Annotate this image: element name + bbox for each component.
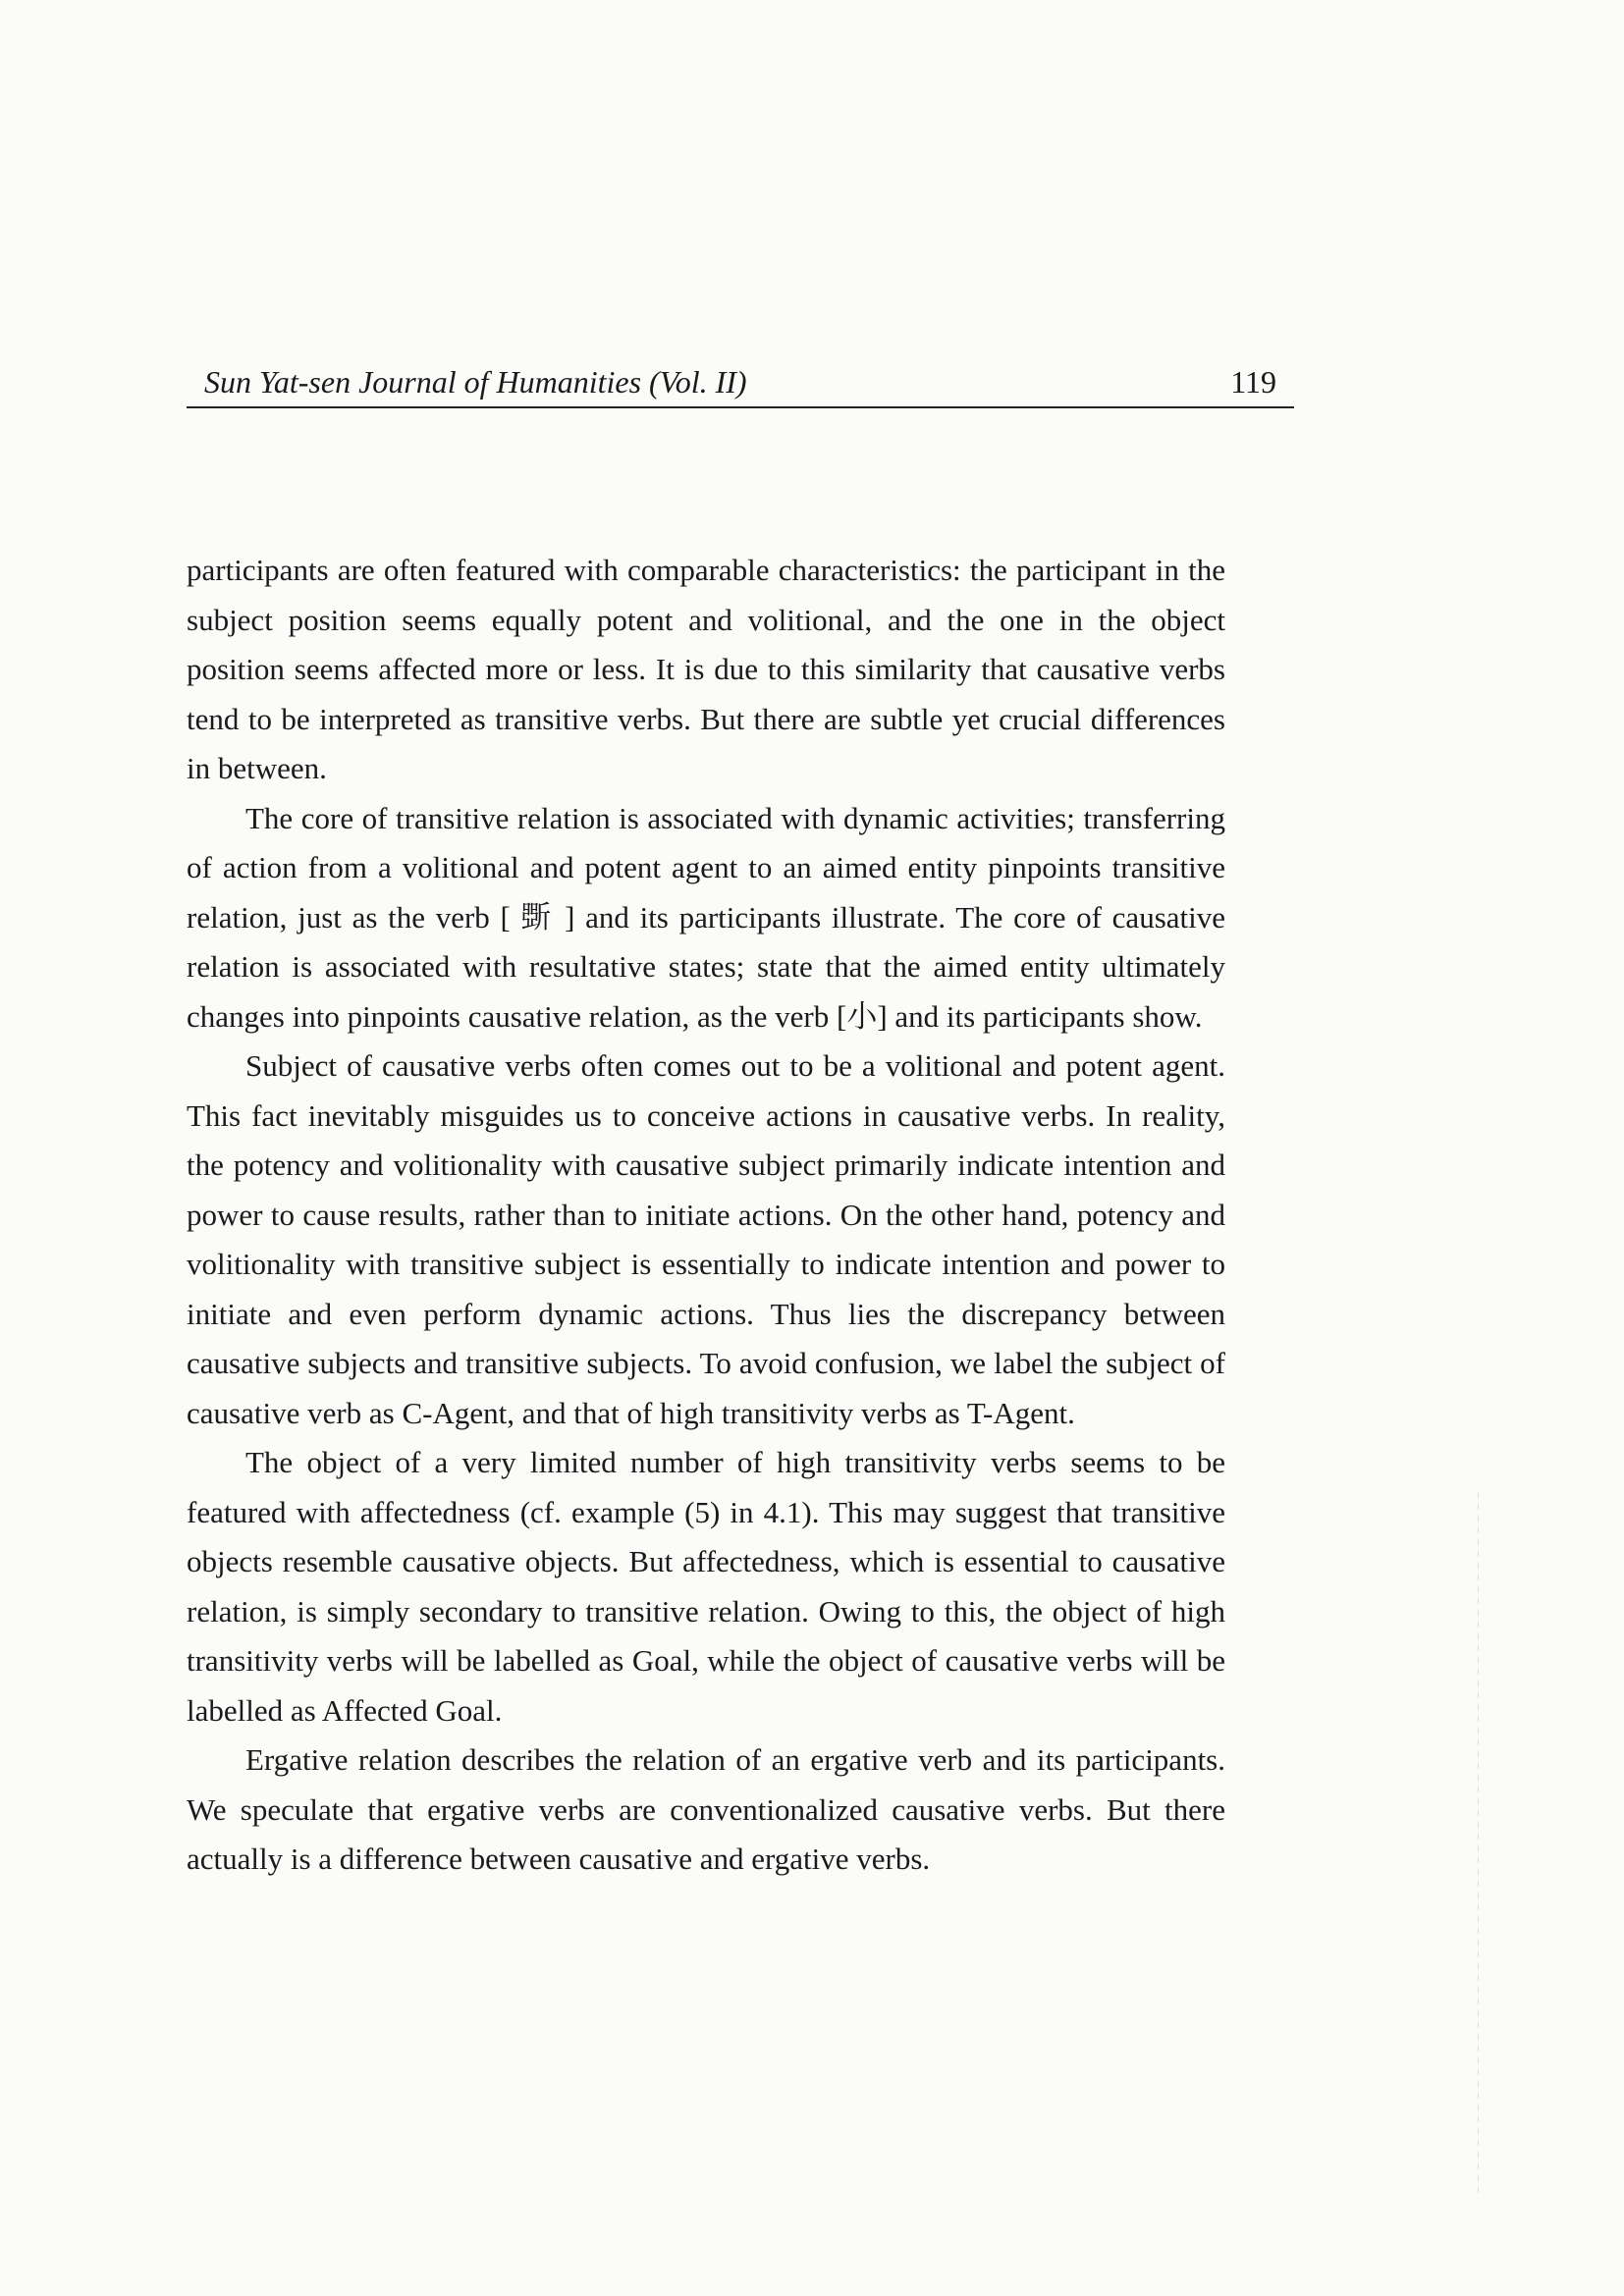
paragraph-2: The core of transitive relation is associated with dynamic activities; transferring of action from a volitional and potent agent to an aimed entity pinpoints transitive relation, just as the verb [ 斲 ] and its participants illustrate. The core of causative relation is associated with resultative states; state that the aimed entity ultimately changes into pinpoints causative relation, as the verb [小] and its participants show. [187,800,1225,1034]
page-number: 119 [1230,364,1276,400]
body-text [187,546,1225,1885]
journal-title: Sun Yat-sen Journal of Humanities (Vol. II) [204,364,747,400]
paragraph-5: Ergative relation describes the relation of an ergative verb and its participants. We speculate that ergative verbs are conventionalized causative verbs. But there actually is a difference between causative and ergative verbs. [187,1742,1225,1876]
running-header [187,361,1294,408]
scan-edge-mark [1478,1492,1479,2199]
paragraph-1: participants are often featured with comparable characteristics: the participant in the subject position seems equally potent and volitional, and the one in the object position seems affected more or less. It is due to this similarity that causative verbs tend to be interpreted as transitive verbs. But there are subtle yet crucial differences in between. [187,553,1225,785]
paragraph-3: Subject of causative verbs often comes out to be a volitional and potent agent. This fact inevitably misguides us to conceive actions in causative verbs. In reality, the potency and volitionality with causative subject primarily indicate intention and power to cause results, rather than to initiate actions. On the other hand, potency and volitionality with transitive subject is essentially to indicate intention and power to initiate and even perform dynamic actions. Thus lies the discrepancy between causative subjects and transitive subjects. To avoid confusion, we label the subject of causative verb as C-Agent, and that of high transitivity verbs as T-Agent. [187,1048,1225,1430]
paragraph-4: The object of a very limited number of high transitivity verbs seems to be featured with affectedness (cf. example (5) in 4.1). This may suggest that transitive objects resemble causative objects. But affectedness, which is essential to causative relation, is simply secondary to transitive relation. Owing to this, the object of high transitivity verbs will be labelled as Goal, while the object of causative verbs will be labelled as Affected Goal. [187,1445,1225,1728]
